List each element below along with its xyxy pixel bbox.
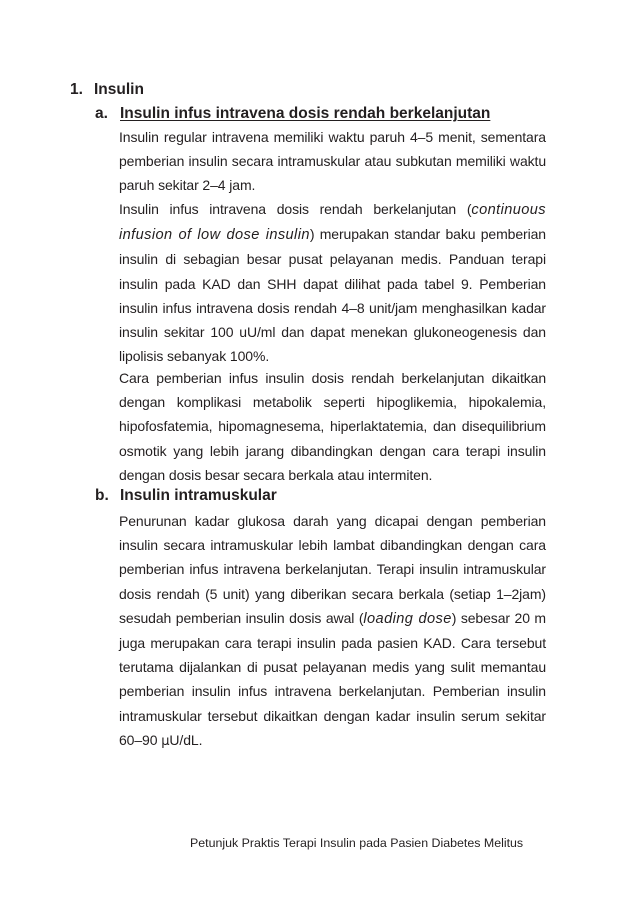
subsection-b-paragraph-1 — [119, 509, 546, 754]
paragraph-text: ) merupakan standar baku pemberian insulin di sebagian besar pusat pelayanan medis. Panduan terapi insulin pada KAD dan SHH dapat dilihat pada tabel 9. Pemberian insulin infus intravena dosis rendah 4–8 unit/jam menghasilkan kadar insulin sekitar 100 uU/ml dan dapat menekan glukoneogenesis dan lipolisis sebanyak 100%. — [119, 226, 546, 365]
paragraph-text: U/dL. — [169, 731, 203, 748]
section-heading — [70, 81, 144, 99]
subsection-b-label: b. — [95, 487, 109, 504]
subsection-a-paragraph-1: Insulin regular intravena memiliki waktu paruh 4–5 menit, sementara pemberian insulin secara intramuskular atau subkutan memiliki waktu paruh sekitar 2–4 jam. — [119, 129, 546, 194]
italic-term: continuous infusion of low dose insulin — [119, 202, 546, 244]
subsection-a-label: a. — [95, 105, 108, 122]
subsection-a-title: Insulin infus intravena dosis rendah berkelanjutan — [120, 105, 491, 122]
paragraph-text: Penurunan kadar glukosa darah yang dicapai dengan pemberian insulin secara intramuskular lebih lambat dibandingkan dengan cara pemberian infus intravena berkelanjutan. Terapi insulin intramuskular dosis rendah (5 unit) yang diberikan secara berkala (setiap 1–2jam) sesudah pemberian insulin dosis awal ( — [119, 513, 546, 626]
section-number: 1. — [70, 81, 83, 98]
subsection-a-heading — [95, 105, 490, 123]
paragraph-text: Insulin infus intravena dosis rendah berkelanjutan ( — [119, 201, 472, 217]
page-footer: Petunjuk Praktis Terapi Insulin pada Pasien Diabetes Melitus — [190, 836, 524, 850]
section-title: Insulin — [94, 81, 144, 98]
subsection-b-heading — [95, 487, 277, 505]
subsection-a-paragraph-3: Cara pemberian infus insulin dosis rendah berkelanjutan dikaitkan dengan komplikasi metabolik seperti hipoglikemia, hipokalemia, hipofosfatemia, hipomagnesema, hiperlaktatemia, dan disequilibrium osmotik yang lebih jarang dibandingkan dengan cara terapi insulin dengan dosis besar secara berkala atau intermiten. — [119, 370, 546, 483]
mu-symbol: μ — [161, 733, 170, 749]
subsection-b-title: Insulin intramuskular — [120, 487, 277, 504]
paragraph-text: ) sebesar 20 m juga merupakan cara terapi insulin pada pasien KAD. Cara tersebut terutama dijalankan di pusat pelayanan medis yang sulit memantau pemberian insulin infus intravena berkelanjutan. Pemberian insulin intramuskular tersebut dikaitkan dengan kadar insulin serum sekitar 60–90 — [119, 609, 546, 748]
italic-term: loading dose — [363, 610, 452, 627]
subsection-a-paragraph-2 — [119, 197, 546, 368]
